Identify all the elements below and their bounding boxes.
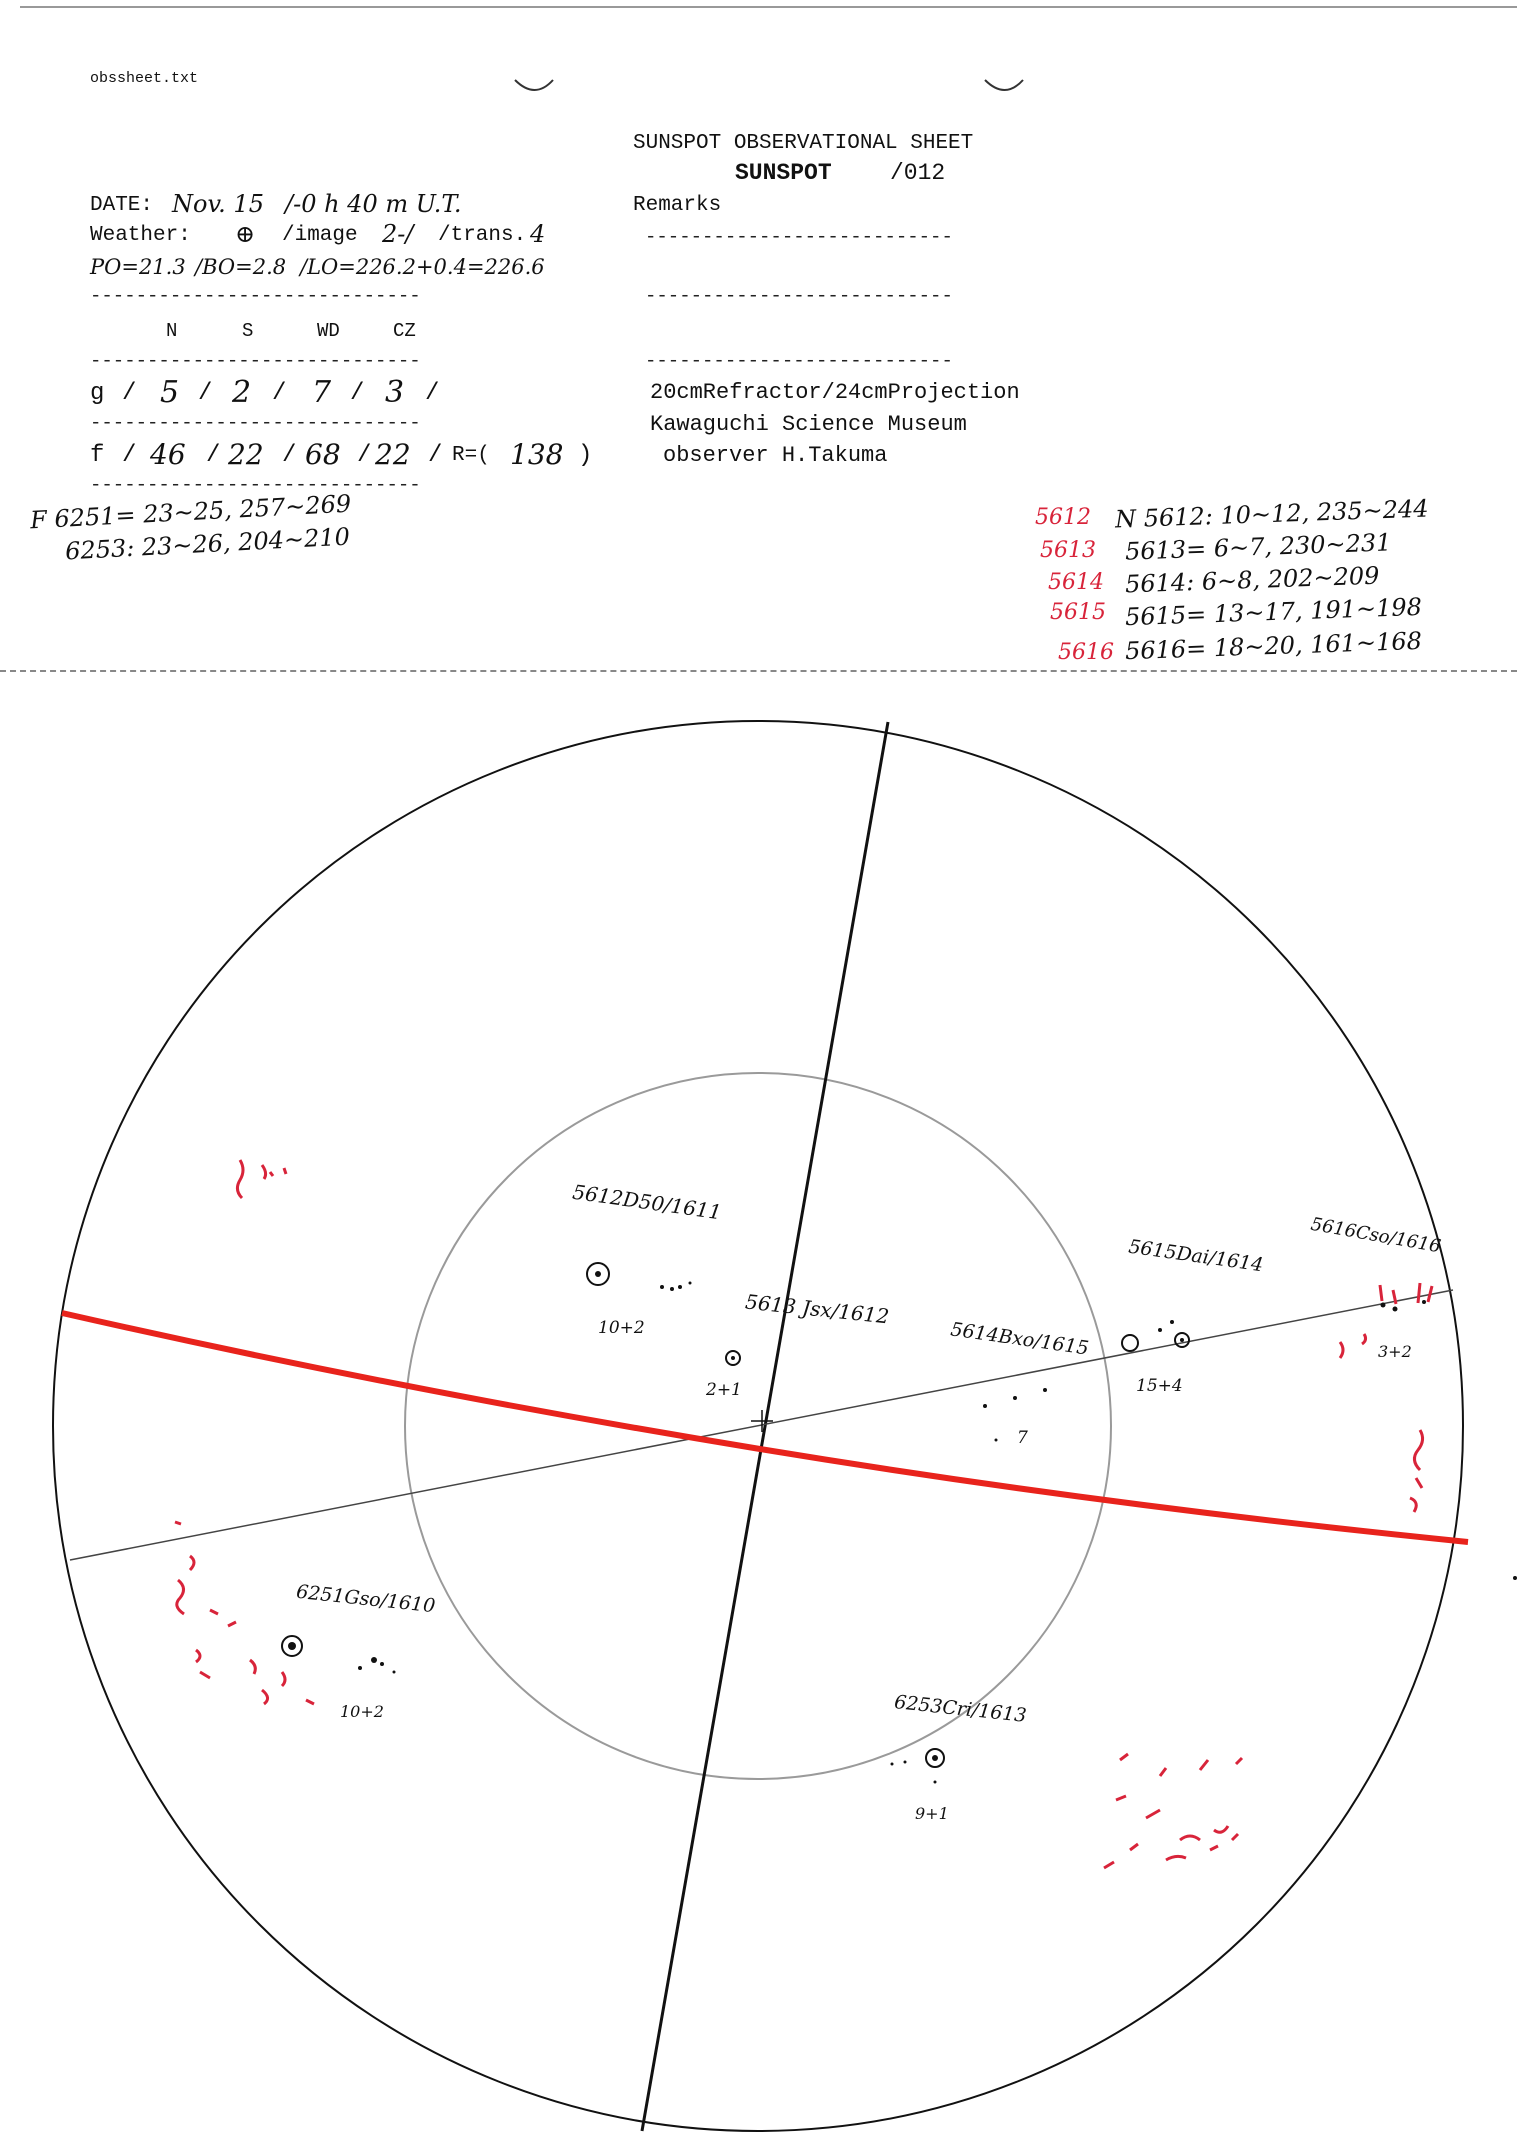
r-label: R=( bbox=[452, 444, 490, 467]
right-red-id-3: 5614 bbox=[1048, 570, 1104, 595]
count-6251: 10+2 bbox=[340, 1702, 384, 1721]
slash: / bbox=[272, 380, 287, 407]
spot-6251-follower bbox=[380, 1662, 384, 1666]
spot-5613-umbra bbox=[731, 1356, 735, 1360]
count-header-s: S bbox=[242, 320, 254, 342]
image-label: /image bbox=[282, 224, 358, 247]
spot-5616 bbox=[1393, 1307, 1398, 1312]
r-value: 138 bbox=[510, 438, 564, 471]
spot-5614 bbox=[1013, 1396, 1017, 1400]
slash: / bbox=[122, 442, 137, 469]
slash: / bbox=[350, 380, 365, 407]
header-dash-4: ----------------------------- bbox=[90, 474, 421, 496]
slash: / bbox=[206, 442, 221, 469]
count-5613: 2+1 bbox=[706, 1380, 742, 1400]
rotation-axis-line bbox=[642, 722, 891, 2131]
count-header-wd: WD bbox=[317, 320, 340, 342]
lo-value: /LO=226.2+0.4=226.6 bbox=[300, 255, 545, 279]
date-label: DATE: bbox=[90, 194, 154, 217]
location-info: Kawaguchi Science Museum bbox=[650, 412, 967, 437]
remarks-dash-2: --------------------------- bbox=[645, 285, 953, 307]
trans-value: 4 bbox=[530, 220, 546, 248]
slash: / bbox=[282, 442, 297, 469]
slash: / bbox=[425, 380, 440, 407]
time-value: /-0 h 40 m U.T. bbox=[285, 190, 462, 218]
spot-5612-follower bbox=[660, 1285, 664, 1289]
label-5614: 5614Bxo/1615 bbox=[949, 1318, 1091, 1360]
count-5614: 7 bbox=[1017, 1428, 1028, 1448]
spot-6251-follower bbox=[393, 1671, 396, 1674]
spot-5614 bbox=[1043, 1388, 1047, 1392]
remarks-dash-1: --------------------------- bbox=[645, 226, 953, 248]
trans-label: /trans. bbox=[438, 224, 527, 247]
count-5615: 15+4 bbox=[1136, 1376, 1183, 1396]
right-note-2: 5613= 6~7, 230~231 bbox=[1124, 528, 1392, 566]
spot-5616 bbox=[1422, 1300, 1426, 1304]
observer-info: observer H.Takuma bbox=[663, 443, 888, 468]
spot-6253-follower bbox=[891, 1763, 894, 1766]
count-5616: 3+2 bbox=[1378, 1342, 1412, 1361]
faculae-east-lower bbox=[175, 1522, 314, 1704]
spot-5614 bbox=[995, 1439, 998, 1442]
label-6251: 6251Gso/1610 bbox=[295, 1580, 437, 1618]
date-value: Nov. 15 bbox=[172, 190, 264, 218]
count-header-cz: CZ bbox=[393, 320, 416, 342]
count-5612: 10+2 bbox=[598, 1318, 645, 1338]
label-5616: 5616Cso/1616 bbox=[1309, 1213, 1443, 1258]
weather-symbol: ⊕ bbox=[235, 220, 256, 248]
right-note-3: 5614: 6~8, 202~209 bbox=[1124, 561, 1380, 599]
g-value-n: 5 bbox=[160, 375, 180, 410]
spot-6251-follower bbox=[371, 1657, 377, 1663]
f-value-cz: 22 bbox=[375, 438, 411, 471]
g-value-cz: 3 bbox=[385, 375, 405, 410]
g-label: g bbox=[90, 380, 105, 407]
right-red-id-5: 5616 bbox=[1058, 640, 1114, 665]
faculae-east-upper bbox=[237, 1160, 286, 1198]
spot-5612-follower bbox=[678, 1285, 682, 1289]
faculae-west-limb bbox=[1410, 1430, 1423, 1512]
count-header-n: N bbox=[166, 320, 178, 342]
weather-label: Weather: bbox=[90, 224, 191, 247]
r-close: ) bbox=[578, 442, 593, 469]
spot-5612-follower bbox=[689, 1282, 692, 1285]
image-value: 2-/ bbox=[382, 220, 414, 248]
sheet-title: SUNSPOT OBSERVATIONAL SHEET bbox=[633, 132, 974, 155]
telescope-info: 20cmRefractor/24cmProjection bbox=[650, 380, 1020, 405]
spot-5614 bbox=[983, 1404, 987, 1408]
spot-6251-follower bbox=[358, 1666, 362, 1670]
spot-5615-umbra bbox=[1180, 1338, 1184, 1342]
spot-6253-follower bbox=[904, 1761, 907, 1764]
left-note-1: F 6251= 23~25, 257~269 bbox=[29, 489, 352, 535]
file-label: obssheet.txt bbox=[90, 70, 199, 87]
left-note-2: 6253: 23~26, 204~210 bbox=[64, 522, 351, 566]
right-red-id-4: 5615 bbox=[1050, 600, 1106, 625]
label-5615: 5615Dai/1614 bbox=[1127, 1235, 1265, 1277]
faculae-5616-trail bbox=[1340, 1334, 1366, 1358]
label-5612: 5612D50/1611 bbox=[571, 1179, 723, 1225]
header-dash-2: ----------------------------- bbox=[90, 350, 421, 372]
spot-5612-umbra bbox=[595, 1271, 601, 1277]
spot-5612-follower bbox=[670, 1287, 674, 1291]
sheet-subtitle-prefix: SUNSPOT bbox=[735, 160, 832, 186]
remarks-dash-3: --------------------------- bbox=[645, 350, 953, 372]
disk-center-cross bbox=[751, 1410, 773, 1432]
slash: / bbox=[122, 380, 137, 407]
spot-6251-umbra bbox=[288, 1642, 296, 1650]
spot-6253-umbra bbox=[932, 1755, 938, 1761]
spot-5615-leader bbox=[1122, 1335, 1138, 1351]
f-value-s: 22 bbox=[228, 438, 264, 471]
edge-speck bbox=[1513, 1576, 1517, 1580]
po-value: PO=21.3 bbox=[90, 255, 186, 279]
label-6253: 6253Cri/1613 bbox=[893, 1691, 1028, 1727]
spot-5615-follower bbox=[1158, 1328, 1162, 1332]
spot-6253-follower bbox=[934, 1781, 937, 1784]
spot-5615-follower bbox=[1170, 1320, 1174, 1324]
f-value-n: 46 bbox=[150, 438, 186, 471]
slash: / bbox=[198, 380, 213, 407]
g-value-s: 2 bbox=[232, 375, 252, 410]
f-label: f bbox=[90, 442, 105, 469]
header-dash-1: ----------------------------- bbox=[90, 285, 421, 307]
right-note-4: 5615= 13~17, 191~198 bbox=[1124, 592, 1423, 632]
g-value-wd: 7 bbox=[312, 375, 332, 410]
count-6253: 9+1 bbox=[915, 1804, 949, 1823]
label-5613: 5613 Jsx/1612 bbox=[744, 1289, 891, 1329]
right-red-id-2: 5613 bbox=[1040, 538, 1096, 563]
right-red-id-1: 5612 bbox=[1035, 505, 1091, 530]
sheet-number: /012 bbox=[890, 160, 946, 186]
slash: / bbox=[428, 442, 443, 469]
slash: / bbox=[357, 442, 372, 469]
faculae-southwest bbox=[1104, 1754, 1242, 1868]
right-note-5: 5616= 18~20, 161~168 bbox=[1124, 626, 1423, 666]
bo-value: /BO=2.8 bbox=[195, 255, 287, 279]
remarks-label: Remarks bbox=[633, 194, 722, 217]
right-note-1: N 5612: 10~12, 235~244 bbox=[1114, 494, 1429, 534]
header-dash-3: ----------------------------- bbox=[90, 412, 421, 434]
spot-5616 bbox=[1381, 1303, 1386, 1308]
f-value-wd: 68 bbox=[305, 438, 341, 471]
